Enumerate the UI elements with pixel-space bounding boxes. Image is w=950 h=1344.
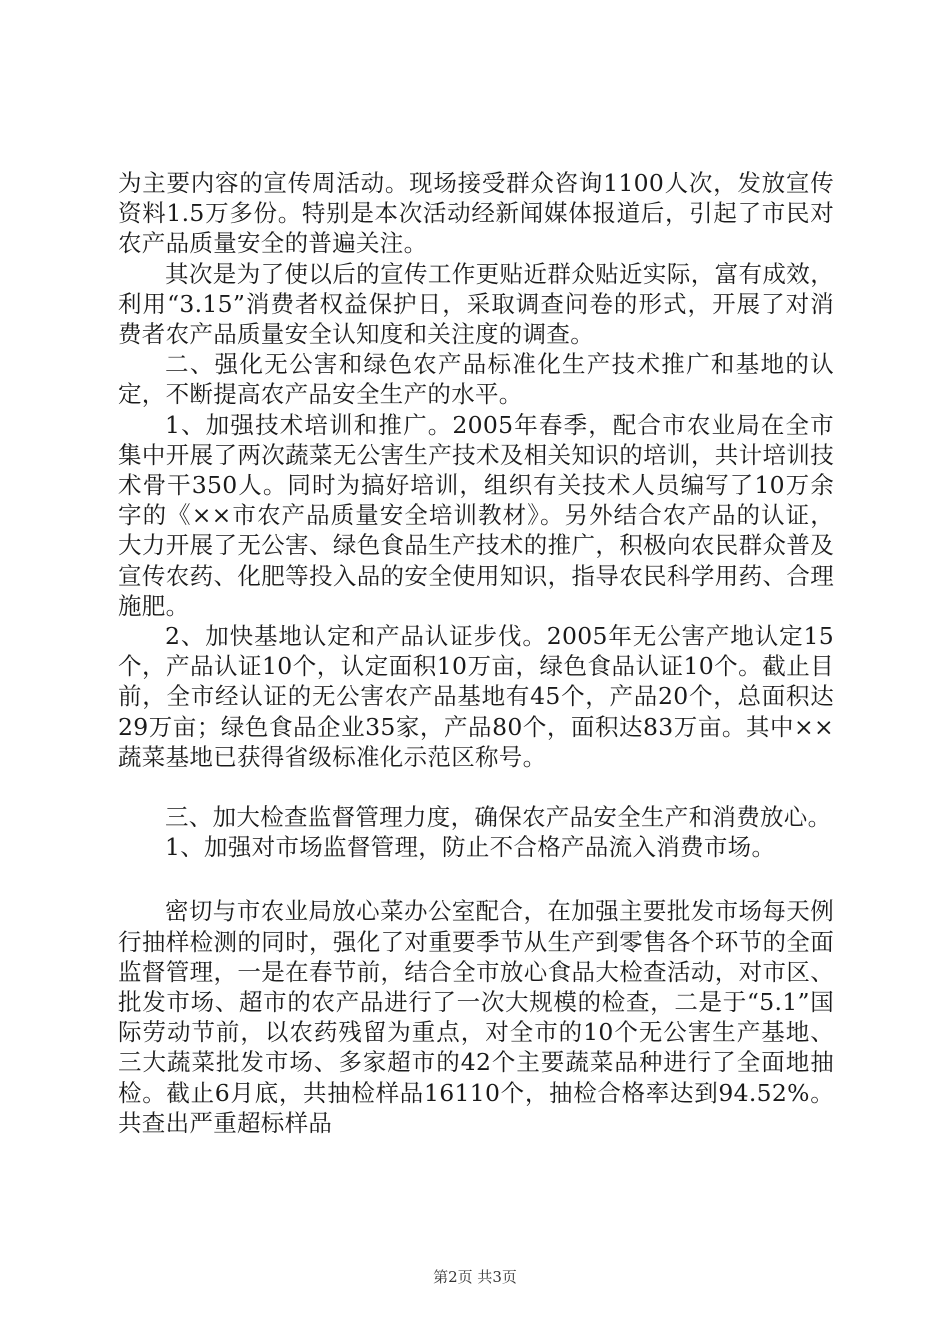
document-body (118, 168, 834, 1138)
section-heading-3: 三、加大检查监督管理力度，确保农产品安全生产和消费放心。 (165, 803, 832, 832)
page-number-footer: 第2页 共3页 (433, 1268, 517, 1286)
paragraph-certification: 2、加快基地认定和产品认证步伐。2005年无公害产地认定15个，产品认证10个，认定面积10万亩，绿色食品认证10个。截止目前，全市经认证的无公害农产品基地有45个，产品20个，总面积达29万亩；绿色食品企业35家，产品80个，面积达83万亩。其中××蔬菜基地已获得省级标准化示范区称号。 (118, 622, 834, 771)
paragraph-propaganda-week: 为主要内容的宣传周活动。现场接受群众咨询1100人次，发放宣传资料1.5万多份。特别是本次活动经新闻媒体报道后，引起了市民对农产品质量安全的普遍关注。 (118, 169, 834, 258)
section-heading-2: 二、强化无公害和绿色农产品标准化生产技术推广和基地的认定，不断提高农产品安全生产的水平。 (118, 350, 834, 409)
paragraph-training: 1、加强技术培训和推广。2005年春季，配合市农业局在全市集中开展了两次蔬菜无公害生产技术及相关知识的培训，共计培训技术骨干350人。同时为搞好培训，组织有关技术人员编写了10万余字的《××市农产品质量安全培训教材》。另外结合农产品的认证，大力开展了无公害、绿色食品生产技术的推广，积极向农民群众普及宣传农药、化肥等投入品的安全使用知识，指导农民科学用药、合理施肥。 (118, 410, 834, 620)
subheading-market-supervision: 1、加强对市场监督管理，防止不合格产品流入消费市场。 (165, 833, 776, 862)
paragraph-inspection: 密切与市农业局放心菜办公室配合，在加强主要批发市场每天例行抽样检测的同时，强化了对重要季节从生产到零售各个环节的全面监督管理，一是在春节前，结合全市放心食品大检查活动，对市区、批发市场、超市的农产品进行了一次大规模的检查，二是于“5.1”国际劳动节前，以农药残留为重点，对全市的10个无公害生产基地、三大蔬菜批发市场、多家超市的42个主要蔬菜品种进行了全面地抽检。截止6月底，共抽检样品16110个，抽检合格率达到94.52%。共查出严重超标样品 (118, 897, 834, 1137)
paragraph-survey: 其次是为了使以后的宣传工作更贴近群众贴近实际，富有成效，利用“3.15”消费者权益保护日，采取调查问卷的形式，开展了对消费者农产品质量安全认知度和关注度的调查。 (118, 259, 834, 349)
